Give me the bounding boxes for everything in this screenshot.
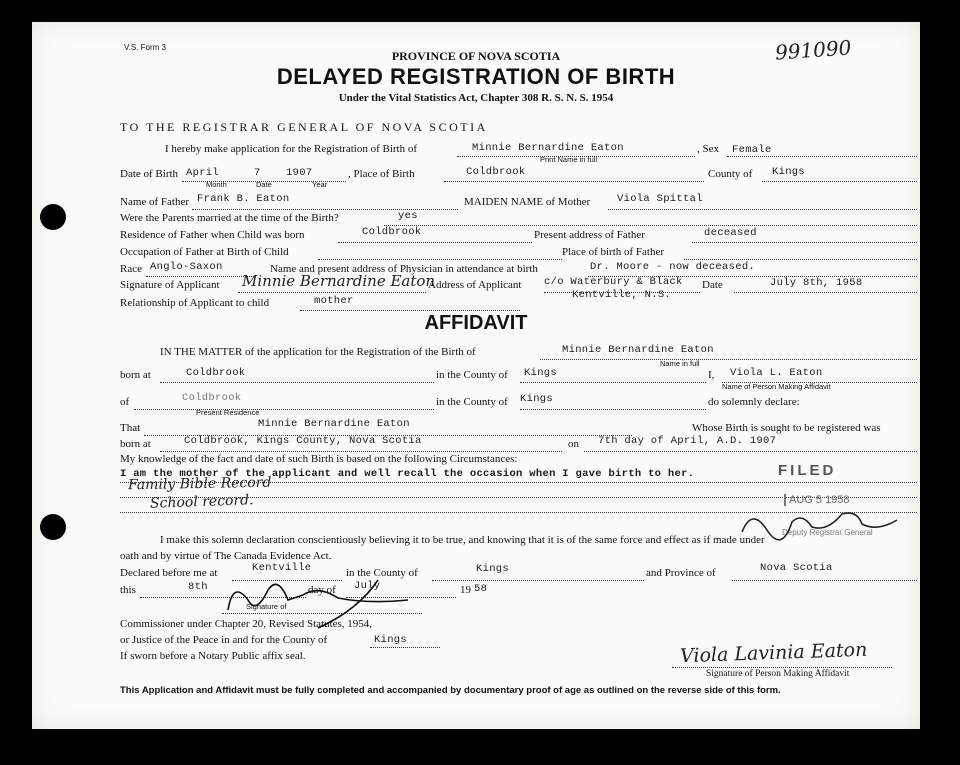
applicant-address-label: Address of Applicant [428, 279, 522, 291]
sex-value: Female [732, 144, 772, 156]
affiant-caption: Name of Person Making Affidavit [722, 382, 831, 391]
applicant-signature: Minnie Bernardine Eaton [242, 272, 436, 290]
affiant-name: Viola L. Eaton [730, 367, 823, 379]
affidavit-heading: AFFIDAVIT [424, 312, 528, 334]
occupation-label: Occupation of Father at Birth of Child [120, 246, 289, 258]
handwritten-bible-record: Family Bible Record [127, 474, 272, 494]
province-label: and Province of [646, 567, 716, 579]
applicant-address-1: c/o Waterbury & Black [544, 276, 683, 288]
applicant-address-2: Kentville, N.S. [572, 289, 672, 301]
father-name: Frank B. Eaton [197, 193, 290, 205]
dob-year: 1907 [286, 167, 313, 179]
county-label: County of [708, 168, 753, 180]
county-value: Kings [772, 166, 806, 178]
circumstances-text: I am the mother of the applicant and well recall the occasion when I gave birth to her. [120, 468, 695, 480]
present-address-label: Present address of Father [534, 229, 645, 241]
justice-label: or Justice of the Peace in and for the County of [120, 634, 328, 646]
dob-day: 7 [254, 167, 261, 179]
whose-birth-label: Whose Birth is sought to be registered was [692, 422, 881, 434]
declaration-line-1: I make this solemn declaration conscientiously believing it to be true, and knowing that it is of the same force and effect as if made under [160, 534, 765, 546]
physician-value: Dr. Moore - now deceased. [590, 261, 756, 273]
that-label: That [120, 422, 141, 434]
province-value: Nova Scotia [760, 562, 833, 574]
date-caption: Date [256, 180, 272, 189]
married-value: yes [398, 210, 418, 222]
name-in-full-caption: Name in full [660, 359, 700, 368]
deputy-registrar-stamp: Deputy Registrar General [782, 528, 873, 537]
born-at-label: born at [120, 369, 151, 381]
father-label: Name of Father [120, 196, 190, 208]
dob-label: Date of Birth [120, 168, 179, 180]
declaration-line-2: oath and by virtue of The Canada Evidence Act. [120, 550, 332, 562]
in-county-label: in the County of [436, 369, 508, 381]
year-prefix: 19 [460, 584, 471, 596]
present-address-value: deceased [704, 227, 757, 239]
handwritten-school-record: School record. [149, 492, 254, 512]
page-title: DELAYED REGISTRATION OF BIRTH [276, 64, 676, 89]
born-at-label-2: born at [120, 438, 151, 450]
justice-county: Kings [374, 634, 408, 646]
affiant-signature-caption: Signature of Person Making Affidavit [706, 669, 850, 679]
knowledge-label: My knowledge of the fact and date of such Birth is based on the following Circumstances: [120, 453, 518, 465]
day-of-label: day of [308, 584, 336, 596]
relationship-value: mother [314, 295, 354, 307]
date-label: Date [702, 279, 723, 291]
in-county-label-2: in the County of [436, 396, 508, 408]
birth-registration-form [32, 22, 920, 729]
child-name: Minnie Bernardine Eaton [472, 142, 624, 154]
residence-label: Residence of Father when Child was born [120, 229, 305, 241]
present-residence: Coldbrook [182, 392, 242, 404]
month-caption: Month [206, 180, 227, 189]
declared-county: Kings [476, 563, 510, 575]
affiant-signature: Viola Lavinia Eaton [679, 638, 868, 668]
filed-date-stamp: AUG 5 1958 [784, 494, 850, 506]
physician-label: Name and present address of Physician in attendance at birth [270, 263, 538, 275]
year-caption: Year [312, 180, 328, 189]
declared-county-label: in the County of [346, 567, 418, 579]
relationship-label: Relationship of Applicant to child [120, 297, 270, 309]
mother-maiden-name: Viola Spittal [617, 193, 703, 205]
race-value: Anglo-Saxon [150, 261, 223, 273]
declaration-day: 8th [188, 581, 208, 593]
footer-note: This Application and Affidavit must be fully completed and accompanied by documentary proof of age as outlined on the reverse side of this form. [120, 685, 781, 696]
sex-label: , Sex [697, 143, 719, 155]
race-label: Race [120, 263, 142, 275]
declared-at: Kentville [252, 562, 312, 574]
form-id: V.S. Form 3 [124, 43, 166, 52]
on-label: on [568, 438, 579, 450]
punch-hole [40, 514, 66, 540]
application-date: July 8th, 1958 [770, 277, 863, 289]
signature-label: Signature of Applicant [120, 279, 220, 291]
declare-label: do solemnly declare: [708, 396, 800, 408]
name-caption: Print Name in full [540, 155, 598, 164]
this-label: this [120, 584, 136, 596]
born-at-value: Coldbrook [186, 367, 246, 379]
residence-value: Coldbrook [362, 226, 422, 238]
place-label: , Place of Birth [348, 168, 415, 180]
filed-stamp: FILED [778, 462, 837, 479]
punch-hole [40, 204, 66, 230]
father-birthplace-label: Place of birth of Father [562, 246, 665, 258]
province-heading: PROVINCE OF NOVA SCOTIA [391, 49, 561, 63]
i-label: I, [708, 369, 715, 381]
birth-date-full: 7th day of April, A.D. 1907 [598, 435, 777, 447]
of-label: of [120, 396, 130, 408]
commissioner-label: Commissioner under Chapter 20, Revised Statutes, 1954, [120, 618, 373, 630]
dob-month: April [186, 167, 220, 179]
declared-label: Declared before me at [120, 567, 218, 579]
residence-county: Kings [520, 393, 554, 405]
application-intro: I hereby make application for the Registration of Birth of [165, 143, 418, 155]
place-of-birth: Coldbrook [466, 166, 526, 178]
matter-name: Minnie Bernardine Eaton [562, 344, 714, 356]
born-county-value: Kings [524, 367, 558, 379]
declaration-year: 58 [474, 583, 488, 595]
addressee: TO THE REGISTRAR GENERAL OF NOVA SCOTIA [120, 120, 488, 134]
notary-label: If sworn before a Notary Public affix seal. [120, 650, 306, 662]
page-subtitle: Under the Vital Statistics Act, Chapter 308 R. S. N. S. 1954 [338, 92, 614, 104]
signature-of-caption: Signature of [246, 602, 287, 611]
serial-number: 991090 [774, 35, 853, 65]
birthplace-full: Coldbrook, Kings County, Nova Scotia [184, 435, 422, 447]
married-label: Were the Parents married at the time of the Birth? [120, 212, 339, 224]
matter-label: IN THE MATTER of the application for the Registration of the Birth of [160, 346, 476, 358]
subject-name: Minnie Bernardine Eaton [258, 418, 410, 430]
residence-caption: Present Residence [196, 408, 260, 417]
mother-label: MAIDEN NAME of Mother [464, 196, 591, 208]
declaration-month: July [354, 580, 381, 592]
